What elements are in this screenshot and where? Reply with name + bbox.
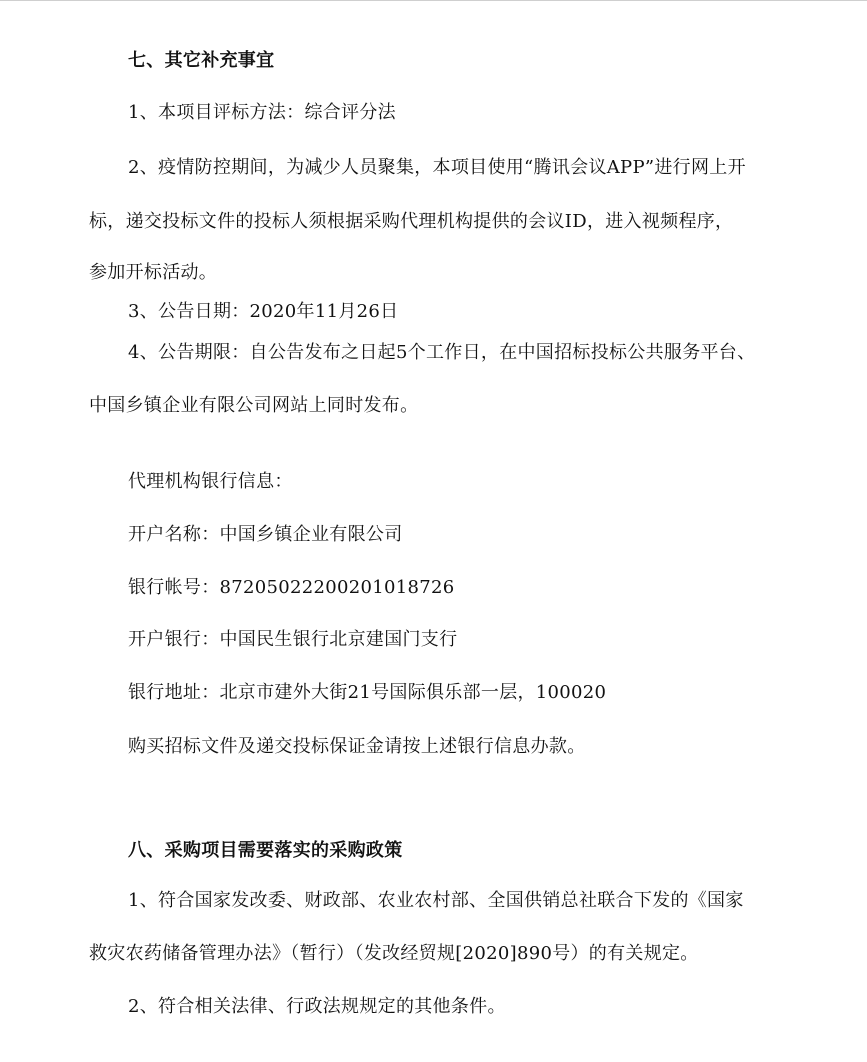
section-7-item-2-line-3: 参加开标活动。: [89, 262, 218, 283]
bank-account-name: 开户名称：中国乡镇企业有限公司: [128, 524, 403, 545]
section-7-item-1: 1、本项目评标方法：综合评分法: [128, 102, 396, 123]
section-8-item-2: 2、符合相关法律、行政法规规定的其他条件。: [128, 996, 506, 1017]
section-7-item-3: 3、公告日期：2020年11月26日: [128, 301, 399, 322]
section-7-item-4-line-2: 中国乡镇企业有限公司网站上同时发布。: [89, 395, 419, 416]
bank-payment-note: 购买招标文件及递交投标保证金请按上述银行信息办款。: [128, 736, 586, 757]
top-border: [0, 0, 867, 1]
section-8-item-1-line-2: 救灾农药储备管理办法》（暂行）（发改经贸规[2020]890号）的有关规定。: [89, 943, 699, 964]
section-8-item-1-line-1: 1、符合国家发改委、财政部、农业农村部、全国供销总社联合下发的《国家: [128, 890, 744, 911]
section-8-heading: 八、采购项目需要落实的采购政策: [128, 840, 403, 861]
bank-account-number: 银行帐号：87205022200201018726: [128, 577, 455, 598]
section-7-item-4-line-1: 4、公告期限：自公告发布之日起5个工作日，在中国招标投标公共服务平台、: [128, 342, 756, 363]
bank-address: 银行地址：北京市建外大街21号国际俱乐部一层，100020: [128, 682, 607, 703]
bank-name: 开户银行：中国民生银行北京建国门支行: [128, 629, 458, 650]
section-7-heading: 七、其它补充事宜: [128, 50, 275, 71]
section-7-item-2-line-2: 标，递交投标文件的投标人须根据采购代理机构提供的会议ID，进入视频程序，: [89, 211, 734, 232]
bank-info-heading: 代理机构银行信息：: [128, 471, 293, 492]
section-7-item-2-line-1: 2、疫情防控期间，为减少人员聚集，本项目使用“腾讯会议APP”进行网上开: [128, 157, 746, 178]
